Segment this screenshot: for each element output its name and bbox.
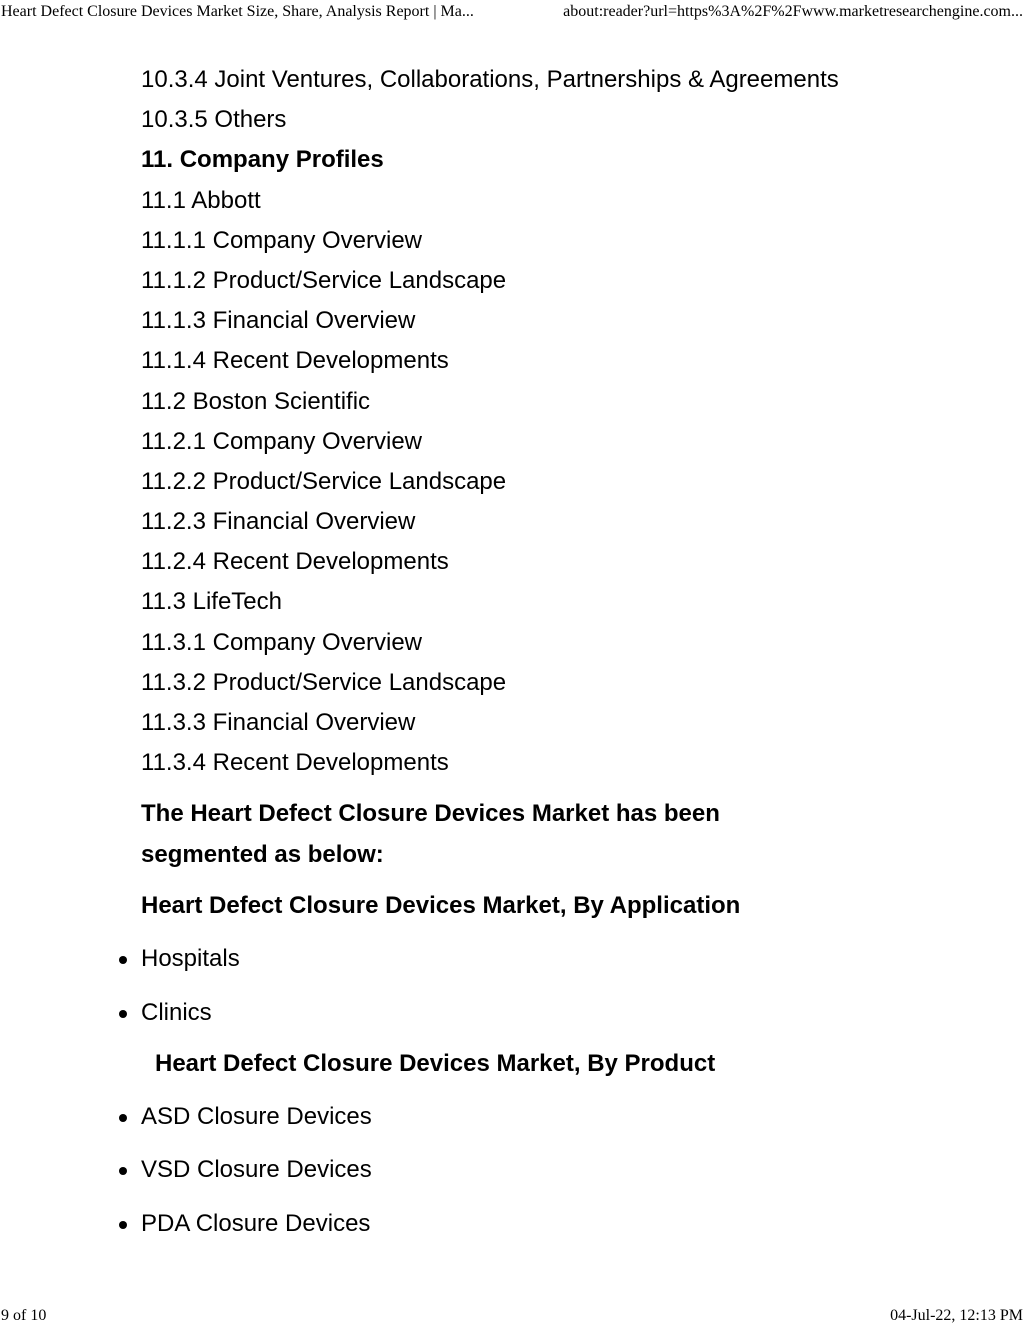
bullet-icon bbox=[119, 956, 127, 964]
list-item bbox=[141, 1204, 921, 1244]
toc-item: 11.1 Abbott bbox=[141, 186, 261, 214]
toc-item: 11.2.1 Company Overview bbox=[141, 427, 423, 455]
product-list bbox=[141, 1097, 921, 1244]
page-number: 9 of 10 bbox=[1, 1307, 47, 1324]
toc-item: 11.3.2 Product/Service Landscape bbox=[141, 668, 507, 696]
application-heading: Heart Defect Closure Devices Market, By Application bbox=[141, 892, 741, 920]
bullet-icon bbox=[119, 1167, 127, 1175]
list-item bbox=[141, 939, 921, 979]
bullet-icon bbox=[119, 1114, 127, 1122]
page-title: Heart Defect Closure Devices Market Size, Share, Analysis Report | Ma... bbox=[1, 3, 474, 20]
bullet-icon bbox=[119, 1010, 127, 1018]
list-item-label: ASD Closure Devices bbox=[141, 1102, 372, 1130]
page-url: about:reader?url=https%3A%2F%2Fwww.marketresearchengine.com... bbox=[563, 3, 1023, 20]
toc-item: 10.3.5 Others bbox=[141, 106, 287, 134]
toc-item: 11.3.3 Financial Overview bbox=[141, 709, 416, 736]
toc-item: 11. Company Profiles bbox=[141, 146, 384, 174]
list-item-label: VSD Closure Devices bbox=[141, 1156, 372, 1184]
print-datetime: 04-Jul-22, 12:13 PM bbox=[890, 1307, 1023, 1324]
toc-item: 11.3.4 Recent Developments bbox=[141, 749, 449, 777]
product-heading: Heart Defect Closure Devices Market, By Product bbox=[155, 1049, 716, 1077]
article-content bbox=[141, 60, 921, 1244]
toc-item: 11.2.2 Product/Service Landscape bbox=[141, 467, 507, 495]
table-of-contents bbox=[141, 60, 921, 783]
toc-item: 11.3.1 Company Overview bbox=[141, 628, 423, 656]
application-list bbox=[141, 939, 921, 1033]
toc-item: 11.3 LifeTech bbox=[141, 588, 282, 616]
toc-item: 11.1.3 Financial Overview bbox=[141, 307, 416, 335]
list-item bbox=[141, 1150, 921, 1190]
toc-item: 10.3.4 Joint Ventures, Collaborations, Partnerships & Agreements bbox=[141, 66, 839, 93]
print-footer bbox=[0, 1306, 1024, 1325]
list-item-label: Clinics bbox=[141, 998, 212, 1026]
list-item-label: PDA Closure Devices bbox=[141, 1209, 371, 1237]
segmentation-intro: The Heart Defect Closure Devices Market has been segmented as below: bbox=[141, 800, 720, 868]
bullet-icon bbox=[119, 1221, 127, 1229]
toc-item: 11.2 Boston Scientific bbox=[141, 387, 371, 415]
list-item bbox=[141, 1097, 921, 1137]
toc-item: 11.2.4 Recent Developments bbox=[141, 548, 449, 576]
toc-item: 11.2.3 Financial Overview bbox=[141, 508, 416, 536]
toc-item: 11.1.1 Company Overview bbox=[141, 226, 423, 254]
toc-item: 11.1.4 Recent Developments bbox=[141, 347, 449, 375]
print-header bbox=[0, 0, 1024, 28]
list-item bbox=[141, 993, 921, 1033]
toc-item: 11.1.2 Product/Service Landscape bbox=[141, 266, 507, 294]
list-item-label: Hospitals bbox=[141, 945, 240, 973]
